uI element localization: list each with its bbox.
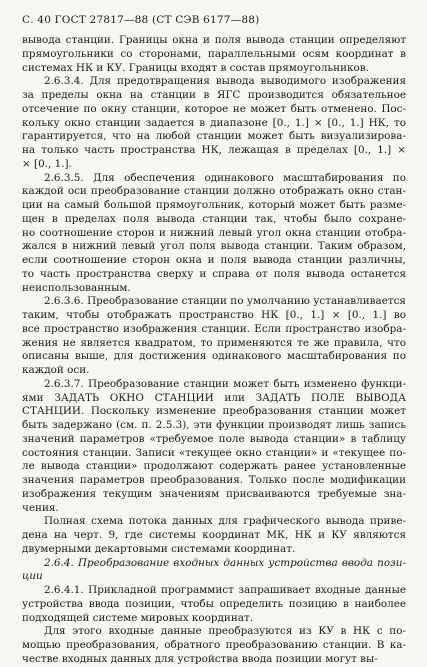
text-line: дена на черт. 9, где системы координат МК, НК и КУ являются xyxy=(22,529,406,541)
text-line: 2.6.3.4. Для предотвращения вывода выводимого изображения xyxy=(44,75,406,88)
page-number: С. 40 xyxy=(22,14,52,26)
text-line: мощью преобразования, обратного преобразованию станции. В ка- xyxy=(22,639,406,651)
text-line: устройства ввода позиции, чтобы определить позицию в наиболее xyxy=(22,597,406,610)
text-line: Полная схема потока данных для графического вывода приве- xyxy=(44,515,406,528)
text-line: 2.6.4. Преобразование входных данных устройства ввода пози- xyxy=(44,556,406,569)
text-line: изображения текущим значениям присваиваются требуемые зна- xyxy=(22,487,406,500)
text-line: 2.6.3.7. Преобразование станции может быть изменено функци- xyxy=(44,377,406,390)
text-line: прямоугольники со сторонами, параллельными осям координат в xyxy=(22,47,406,60)
text-line: кольку окно станции задается в диапазоне [0., 1.] × [0., 1.] НК, то xyxy=(22,116,406,129)
text-line: неиспользованным. xyxy=(22,281,131,294)
text-line: ции на самый большой прямоугольник, который может быть разме- xyxy=(22,199,406,211)
text-line: но соотношение сторон и нижний левый угол окна станции отобра- xyxy=(22,226,406,239)
text-line: ями ЗАДАТЬ ОКНО СТАНЦИИ или ЗАДАТЬ ПОЛЕ ВЫВОДА xyxy=(22,391,406,404)
text-line: 2.6.3.6. Преобразование станции по умолчанию устанавливается xyxy=(44,295,406,308)
text-line: за пределы окна на станции в ЯГС производится обязательное xyxy=(22,89,406,101)
text-line: быть задержано (см. п. 2.5.3), эти функции производят лишь запись xyxy=(22,419,406,431)
text-line: описаны выше, для достижения одинакового масштабирования по xyxy=(22,350,406,363)
text-line: то часть пространства сверху и справа от поля вывода останется xyxy=(22,267,406,280)
text-line: отсечение по окну станции, которое не может быть отменено. Пос- xyxy=(22,102,406,115)
text-line: × [0., 1.]. xyxy=(22,157,72,170)
text-line: двумерными декартовыми системами координат. xyxy=(22,542,296,555)
document-body xyxy=(22,34,406,667)
text-line: 2.6.4.1. Прикладной программист запрашивает входные данные xyxy=(44,584,406,596)
text-line: все пространство изображения станции. Если пространство изобра- xyxy=(22,322,406,335)
text-line: ции xyxy=(22,570,43,583)
standard-designation: ГОСТ 27817—88 (СТ СЭВ 6177—88) xyxy=(54,14,260,26)
text-line: честве входных данных для устройства ввода позиции могут вы- xyxy=(22,652,378,665)
text-line: подходящей системе мировых координат. xyxy=(22,611,254,624)
text-line: состояния станции. Записи «текущее окно станции» и «текущее по- xyxy=(22,446,406,459)
text-line: Для этого входные данные преобразуются из КУ в НК с по- xyxy=(44,625,406,638)
text-line: чения. xyxy=(22,501,59,514)
text-line: 2.6.3.5. Для обеспечения одинакового масштабирования по xyxy=(44,171,406,184)
text-line: жался в нижний левый угол поля вывода станции. Таким образом, xyxy=(22,240,406,253)
text-line: системах НК и КУ. Границы входят в состав прямоугольников. xyxy=(22,61,369,74)
text-line: если соотношение сторон окна и поля вывода станции различны, xyxy=(22,254,406,266)
text-line: СТАНЦИИ. Поскольку изменение преобразования станции может xyxy=(22,405,406,418)
page-header xyxy=(22,14,259,26)
text-line: вывода станции. Границы окна и поля вывода станции определяют xyxy=(22,34,406,46)
text-line: каждой оси преобразование станции должно отображать окно стан- xyxy=(22,185,406,198)
text-line: значения параметров преобразования. Только после модификации xyxy=(22,474,406,486)
text-line: на только часть пространства НК, лежащая в пределах [0., 1.] × xyxy=(22,144,406,156)
text-line: каждой оси. xyxy=(22,364,90,376)
text-line: ле вывода станции» продолжают содержать ранее установленные xyxy=(22,460,406,473)
text-line: гарантируется, что на любой станции может быть визуализирова- xyxy=(22,130,406,143)
text-line: значений параметров «требуемое поле вывода станции» в таблицу xyxy=(22,432,406,445)
text-line: таким, чтобы отображать пространство НК [0., 1.] × [0., 1.] во xyxy=(22,309,406,321)
text-line: щен в пределах поля вывода станции так, чтобы было сохране- xyxy=(22,212,406,225)
text-line: жения не является квадратом, то применяются те же правила, что xyxy=(22,336,406,349)
